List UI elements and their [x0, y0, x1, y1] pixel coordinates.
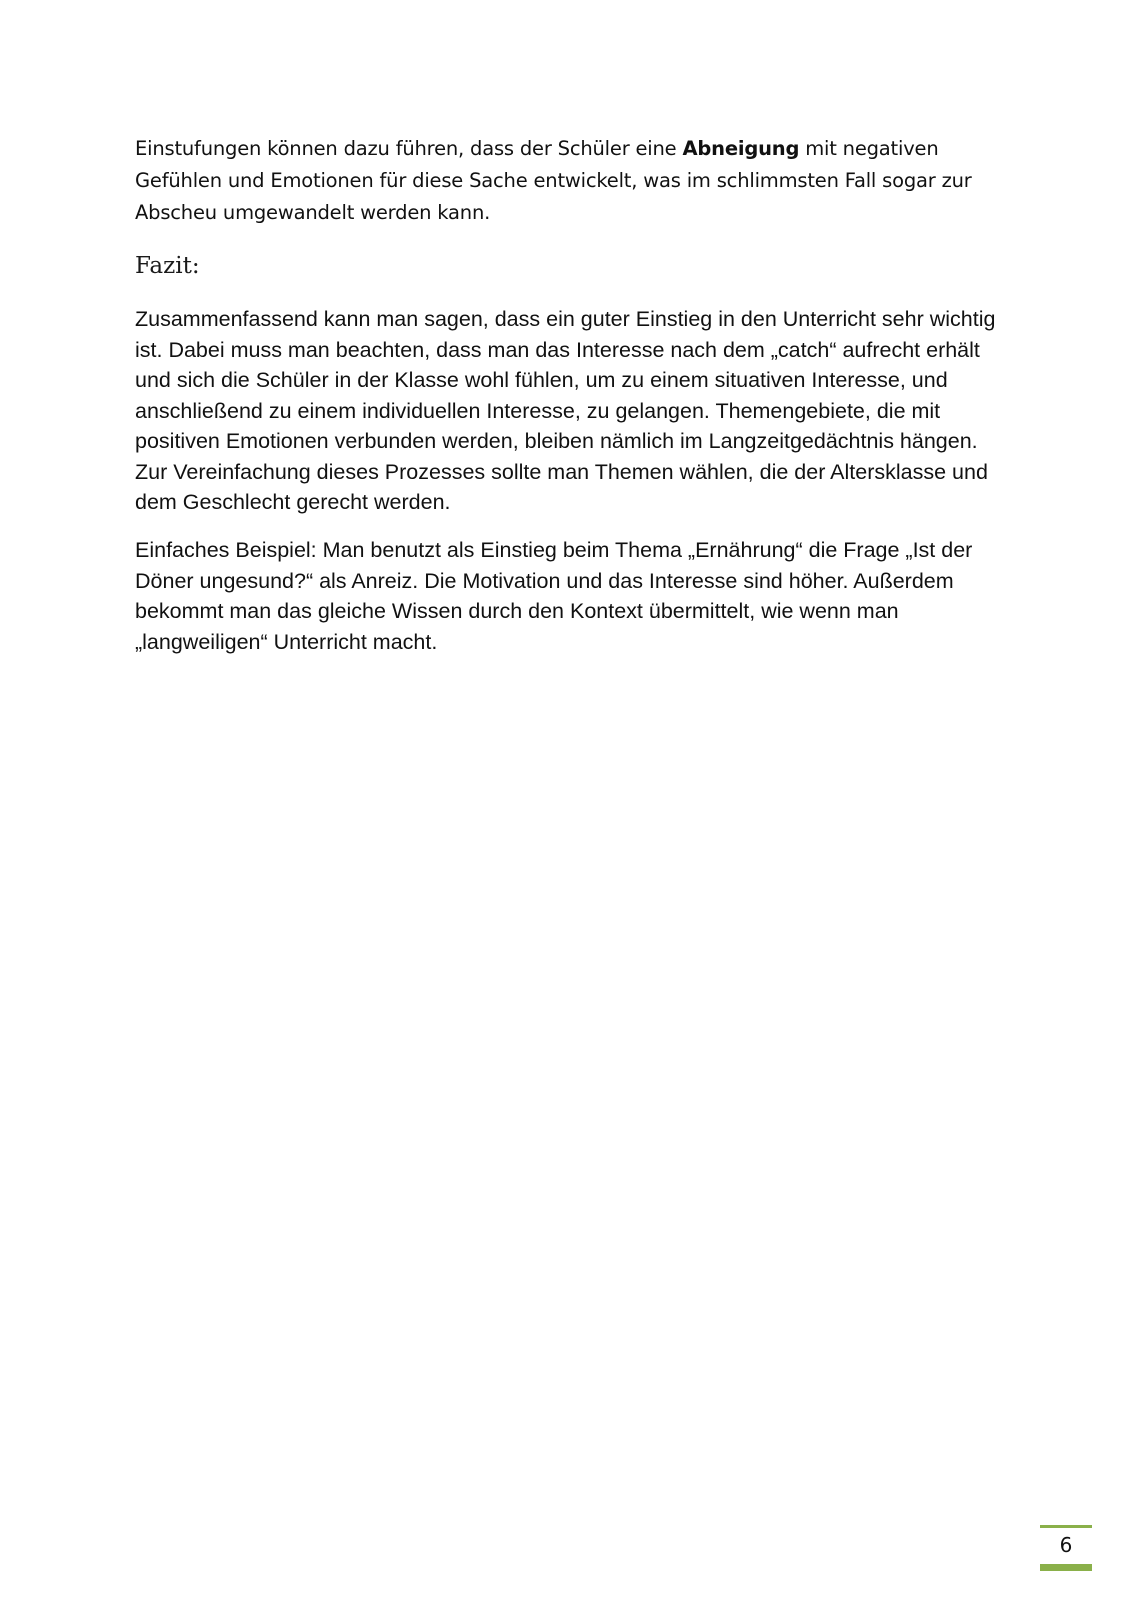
- page-number-bottom-rule: [1040, 1564, 1092, 1571]
- intro-text-start: Einstufungen können dazu führen, dass der Schüler eine: [135, 137, 683, 160]
- intro-text-end: mit negativen Gefühlen und Emotionen für diese Sache entwickelt, was im schlimmsten Fall sogar zur Abscheu umgewandelt werden kann.: [135, 137, 972, 224]
- summary-paragraph: Zusammenfassend kann man sagen, dass ein guter Einstieg in den Unterricht sehr wichtig ist. Dabei muss man beachten, dass man das Interesse nach dem „catch“ aufrecht erhält und sich die Schüler in der Klasse wohl fühlen, um zu einem situativen Interesse, und anschließend zu einem individuellen Interesse, zu gelangen. Themengebiete, die mit positiven Emotionen verbunden werden, bleiben nämlich im Langzeitgedächtnis hängen. Zur Vereinfachung dieses Prozesses sollte man Themen wählen, die der Altersklasse und dem Geschlecht gerecht werden.: [135, 307, 996, 514]
- page-number-top-rule: [1040, 1525, 1092, 1528]
- section-heading: Fazit:: [135, 253, 200, 279]
- example-paragraph: Einfaches Beispiel: Man benutzt als Einstieg beim Thema „Ernährung“ die Frage „Ist der Döner ungesund?“ als Anreiz. Die Motivation und das Interesse sind höher. Außerdem bekommt man das gleiche Wissen durch den Kontext übermittelt, wie wenn man „langweiligen“ Unterricht macht.: [135, 538, 973, 654]
- page-number-box: [1040, 1525, 1092, 1571]
- bold-term: Abneigung: [682, 137, 800, 160]
- intro-paragraph: [135, 133, 1005, 229]
- page-number: 6: [1059, 1533, 1073, 1557]
